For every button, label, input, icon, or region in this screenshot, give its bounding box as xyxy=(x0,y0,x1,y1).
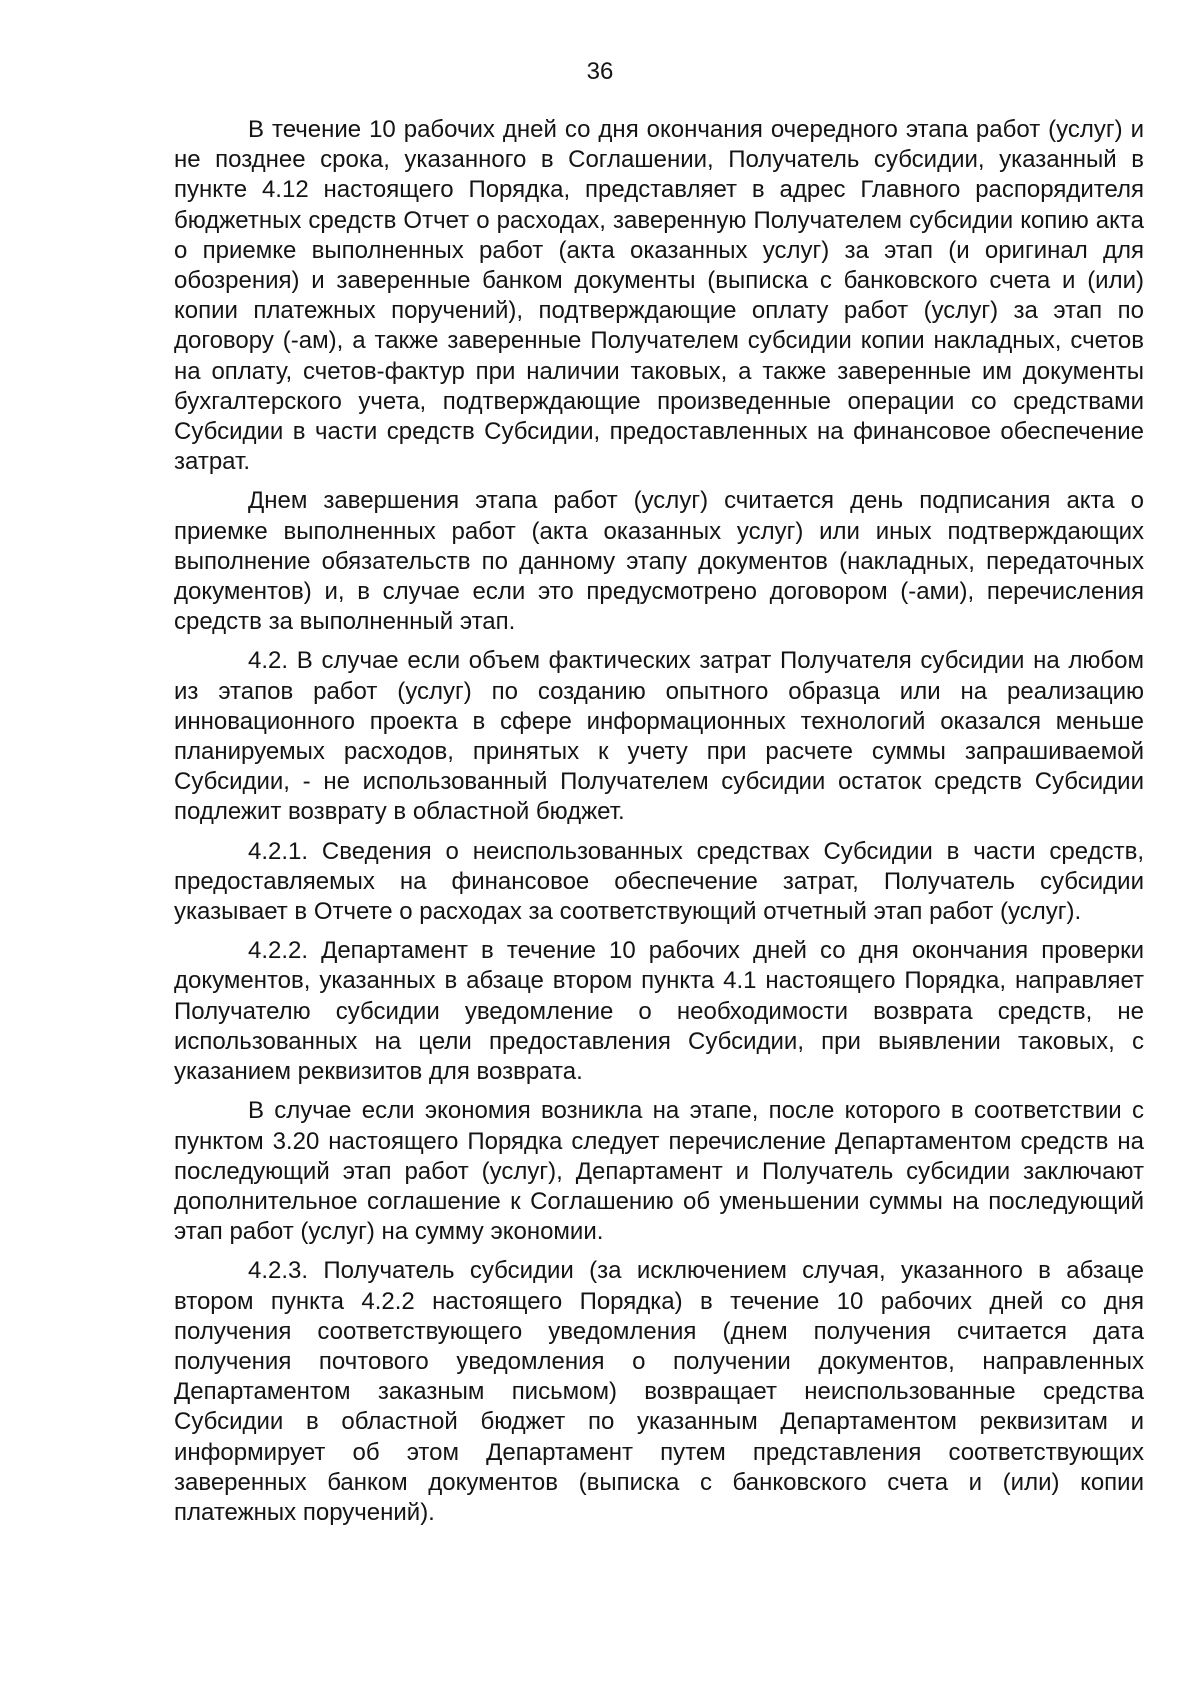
document-body xyxy=(174,115,1144,1537)
paragraph-report-submission: В течение 10 рабочих дней со дня окончания очередного этапа работ (услуг) и не позднее срока, указанного в Соглашении, Получатель субсидии, указанный в пункте 4.12 настоящего Порядка, представляет в адрес Главного распорядителя бюджетных средств Отчет о расходах, заверенную Получателем субсидии копию акта о приемке выполненных работ (акта оказанных услуг) за этап (и оригинал для обозрения) и заверенные банком документы (выписка с банковского счета и (или) копии платежных поручений), подтверждающие оплату работ (услуг) за этап по договору (-ам), а также заверенные Получателем субсидии копии накладных, счетов на оплату, счетов-фактур при наличии таковых, а также заверенные им документы бухгалтерского учета, подтверждающие произведенные операции со средствами Субсидии в части средств Субсидии, предоставленных на финансовое обеспечение затрат. xyxy=(174,116,1144,476)
paragraph-4-2-2: 4.2.2. Департамент в течение 10 рабочих дней со дня окончания проверки документов, указанных в абзаце втором пункта 4.1 настоящего Порядка, направляет Получателю субсидии уведомление о необходимости возврата средств, не использованных на цели предоставления Субсидии, при выявлении таковых, с указанием реквизитов для возврата. xyxy=(174,937,1144,1086)
paragraph-4-2-3: 4.2.3. Получатель субсидии (за исключением случая, указанного в абзаце втором пункта 4.2.2 настоящего Порядка) в течение 10 рабочих дней со дня получения соответствующего уведомления (днем получения считается дата получения почтового уведомления о получении документов, направленных Департаментом заказным письмом) возвращает неиспользованные средства Субсидии в областной бюджет по указанным Департаментом реквизитам и информирует об этом Департамент путем представления соответствующих заверенных банком документов (выписка с банковского счета и (или) копии платежных поручений). xyxy=(174,1257,1144,1526)
paragraph-4-2-1: 4.2.1. Сведения о неиспользованных средствах Субсидии в части средств, предоставляемых на финансовое обеспечение затрат, Получатель субсидии указывает в Отчете о расходах за соответствующий отчетный этап работ (услуг). xyxy=(174,837,1144,926)
paragraph-stage-completion-date: Днем завершения этапа работ (услуг) считается день подписания акта о приемке выполненных работ (акта оказанных услуг) или иных подтверждающих выполнение обязательств по данному этапу документов (накладных, передаточных документов) и, в случае если это предусмотрено договором (-ами), перечисления средств за выполненный этап. xyxy=(174,487,1144,636)
paragraph-savings-agreement: В случае если экономия возникла на этапе, после которого в соответствии с пунктом 3.20 настоящего Порядка следует перечисление Департаментом средств на последующий этап работ (услуг), Департамент и Получатель субсидии заключают дополнительное соглашение к Соглашению об уменьшении суммы на последующий этап работ (услуг) на сумму экономии. xyxy=(174,1097,1144,1246)
paragraph-4-2: 4.2. В случае если объем фактических затрат Получателя субсидии на любом из этапов работ (услуг) по созданию опытного образца или на реализацию инновационного проекта в сфере информационных технологий оказался меньше планируемых расходов, принятых к учету при расчете суммы запрашиваемой Субсидии, - не использованный Получателем субсидии остаток средств Субсидии подлежит возврату в областной бюджет. xyxy=(174,647,1144,826)
page-number: 36 xyxy=(586,58,614,85)
